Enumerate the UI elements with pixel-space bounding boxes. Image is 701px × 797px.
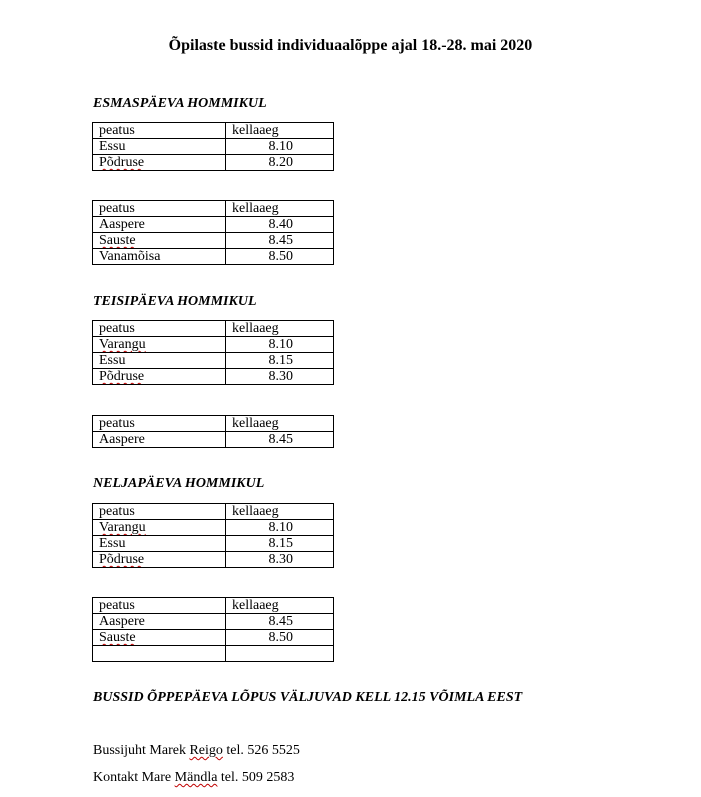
header-time: kellaaeg xyxy=(226,123,334,139)
stop-cell: Aaspere xyxy=(93,432,226,448)
stop-cell xyxy=(93,369,226,385)
time-cell: 8.10 xyxy=(226,337,334,353)
schedule-table-monday-1 xyxy=(92,122,334,171)
time-cell: 8.15 xyxy=(226,353,334,369)
stop-cell: Essu xyxy=(93,353,226,369)
contact-line-contact xyxy=(93,769,294,787)
time-cell: 8.45 xyxy=(226,233,334,249)
stop-name: Põdruse xyxy=(99,552,145,567)
stop-cell xyxy=(93,337,226,353)
stop-cell xyxy=(93,630,226,646)
time-cell xyxy=(226,646,334,662)
table-row xyxy=(93,337,334,353)
table-row xyxy=(93,536,334,552)
time-cell: 8.10 xyxy=(226,520,334,536)
header-time: kellaaeg xyxy=(226,504,334,520)
contact-prefix: Bussijuht Marek xyxy=(93,743,190,758)
contact-line-driver xyxy=(93,742,300,760)
stop-cell: Aaspere xyxy=(93,217,226,233)
time-cell: 8.50 xyxy=(226,249,334,265)
schedule-table-tuesday-1 xyxy=(92,320,334,385)
table-header-row xyxy=(93,504,334,520)
stop-name: Põdruse xyxy=(99,155,145,170)
table-header-row xyxy=(93,123,334,139)
stop-name: Varangu xyxy=(99,337,146,352)
contact-name: Reigo xyxy=(189,743,223,758)
time-cell: 8.40 xyxy=(226,217,334,233)
schedule-table-tuesday-2 xyxy=(92,415,334,448)
table-row xyxy=(93,552,334,568)
document-title: Õpilaste bussid individuaalõppe ajal 18.-28. mai 2020 xyxy=(168,37,533,54)
time-cell: 8.20 xyxy=(226,155,334,171)
schedule-table-monday-2 xyxy=(92,200,334,265)
section-heading-tuesday: TEISIPÄEVA HOMMIKUL xyxy=(93,294,257,309)
stop-name: Varangu xyxy=(99,520,146,535)
header-time: kellaaeg xyxy=(226,598,334,614)
schedule-table-thursday-2 xyxy=(92,597,334,662)
table-row xyxy=(93,249,334,265)
stop-cell xyxy=(93,520,226,536)
footer-note: BUSSID ÕPPEPÄEVA LÕPUS VÄLJUVAD KELL 12.15 VÕIMLA EEST xyxy=(93,690,523,705)
table-row xyxy=(93,155,334,171)
header-stop: peatus xyxy=(93,598,226,614)
time-cell: 8.15 xyxy=(226,536,334,552)
time-cell: 8.50 xyxy=(226,630,334,646)
table-row xyxy=(93,369,334,385)
table-header-row xyxy=(93,321,334,337)
stop-cell xyxy=(93,233,226,249)
table-row xyxy=(93,646,334,662)
table-row xyxy=(93,520,334,536)
contact-suffix: tel. 509 2583 xyxy=(217,770,295,785)
section-heading-monday: ESMASPÄEVA HOMMIKUL xyxy=(93,96,267,111)
table-row xyxy=(93,233,334,249)
table-header-row xyxy=(93,598,334,614)
stop-cell xyxy=(93,646,226,662)
stop-cell: Aaspere xyxy=(93,614,226,630)
time-cell: 8.45 xyxy=(226,614,334,630)
time-cell: 8.30 xyxy=(226,552,334,568)
table-row xyxy=(93,217,334,233)
stop-cell xyxy=(93,552,226,568)
header-stop: peatus xyxy=(93,504,226,520)
section-heading-thursday: NELJAPÄEVA HOMMIKUL xyxy=(93,476,265,491)
stop-cell: Vanamõisa xyxy=(93,249,226,265)
stop-name: Sauste xyxy=(99,630,136,645)
header-stop: peatus xyxy=(93,201,226,217)
table-header-row xyxy=(93,416,334,432)
table-row xyxy=(93,139,334,155)
stop-name: Sauste xyxy=(99,233,136,248)
table-header-row xyxy=(93,201,334,217)
header-time: kellaaeg xyxy=(226,416,334,432)
schedule-table-thursday-1 xyxy=(92,503,334,568)
stop-name: Põdruse xyxy=(99,369,145,384)
time-cell: 8.30 xyxy=(226,369,334,385)
header-stop: peatus xyxy=(93,416,226,432)
contact-prefix: Kontakt Mare xyxy=(93,770,175,785)
stop-cell xyxy=(93,155,226,171)
stop-cell: Essu xyxy=(93,139,226,155)
header-stop: peatus xyxy=(93,321,226,337)
table-row xyxy=(93,614,334,630)
header-time: kellaaeg xyxy=(226,201,334,217)
header-stop: peatus xyxy=(93,123,226,139)
time-cell: 8.45 xyxy=(226,432,334,448)
table-row xyxy=(93,353,334,369)
contact-name: Mändla xyxy=(174,770,218,785)
header-time: kellaaeg xyxy=(226,321,334,337)
stop-cell: Essu xyxy=(93,536,226,552)
contact-suffix: tel. 526 5525 xyxy=(222,743,300,758)
table-row xyxy=(93,432,334,448)
table-row xyxy=(93,630,334,646)
time-cell: 8.10 xyxy=(226,139,334,155)
